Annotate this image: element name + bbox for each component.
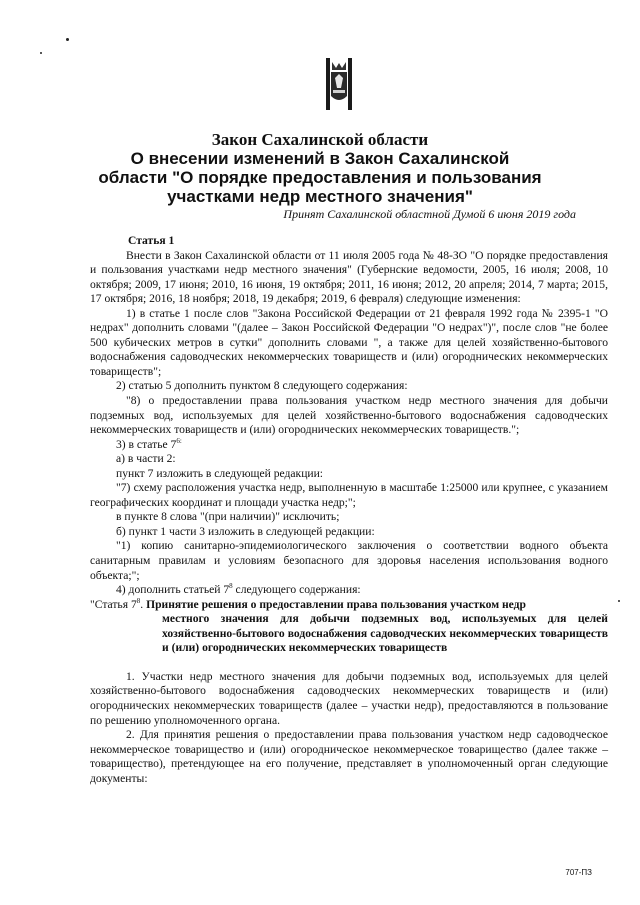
amendment-subitem: в пункте 8 слова "(при наличии)" исключить; [116, 510, 340, 524]
article-paragraph: 1. Участки недр местного значения для добычи подземных вод, используемых для целей хозяйственно-бытового водоснабжения садоводческих некоммерческих товариществ и (или) огороднических некоммерческих товариществ (далее – участки недр), предоставляются в пользование по решению уполномоченного органа. [90, 669, 608, 727]
amendment-subitem: б) пункт 1 части 3 изложить в следующей редакции: [116, 524, 375, 538]
title-line: участками недр местного значения" [167, 187, 473, 206]
scan-speck [66, 38, 69, 41]
footer-code: 707-ПЗ [565, 868, 592, 877]
scan-speck [618, 600, 620, 602]
amendment-item-text: 4) дополнить статьей 7 [116, 583, 230, 597]
title-line: области "О порядке предоставления и пользования [98, 168, 542, 187]
amendment-subitem: а) в части 2: [116, 452, 176, 466]
new-article-label-dot: . [140, 597, 144, 611]
adoption-note: Принят Сахалинской областной Думой 6 июня 2019 года [283, 207, 576, 221]
article-heading: Статья 1 [128, 234, 175, 247]
amendment-item-text: 3) в статье 7 [116, 437, 177, 451]
new-article-heading [90, 598, 608, 656]
new-article-title: местного значения для добычи подземных вод, используемых для целей хозяйственно-бытового водоснабжения садоводческих некоммерческих товариществ и (или) огороднических некоммерческих товариществ [162, 612, 608, 655]
coat-of-arms-icon [326, 58, 352, 110]
quoted-text: "8) о предоставлении права пользования участком недр местного значения для добычи подземных вод, используемых для целей хозяйственно-бытового водоснабжения садоводческих некоммерческих товариществ и (или) огороднических некоммерческих товариществ."; [90, 394, 608, 437]
amendment-subitem: пункт 7 изложить в следующей редакции: [116, 466, 324, 480]
amendment-item: 2) статью 5 дополнить пунктом 8 следующего содержания: [116, 379, 408, 393]
superscript: 8 [136, 596, 141, 605]
document-title [80, 130, 560, 206]
amendment-item: 1) в статье 1 после слов "Закона Российской Федерации от 21 февраля 1992 года № 2395-1 "О недрах" дополнить словами "(далее – Закон Российской Федерации "О недрах")", после слов "не более 500 кубических метров в сутки" дополнить словами ", а также для целей хозяйственно-бытового водоснабжения садоводческих некоммерческих товариществ и (или) огороднических некоммерческих товариществ"; [90, 306, 608, 378]
new-article-label [90, 598, 526, 611]
quoted-text: "1) копию санитарно-эпидемиологического заключения о соответствии водного объекта санитарным правилам и условиям безопасного для здоровья населения использования водного объекта;"; [90, 539, 608, 582]
article-intro: Внести в Закон Сахалинской области от 11 июля 2005 года № 48-ЗО "О порядке предоставления и пользования участками недр местного значения" (Губернские ведомости, 2005, 16 июля; 2008, 10 октября; 2009, 17 июня; 2010, 16 июня, 19 октября; 2011, 16 июня; 2012, 20 апреля; 2014, 7 марта; 2015, 17 октября; 2016, 18 ноября; 2018, 19 декабря; 2019, 6 февраля) следующие изменения: [90, 248, 608, 306]
superscript: 6: [176, 436, 182, 445]
new-article-title-first: Принятие решения о предоставлении права пользования участком недр [146, 597, 526, 611]
scan-speck [40, 52, 42, 54]
amendment-item [90, 583, 608, 598]
new-article-label-text: "Статья 7 [90, 597, 137, 611]
amendment-item-text: следующего содержания: [232, 583, 361, 597]
spacer [90, 656, 608, 670]
title-line: Закон Сахалинской области [211, 130, 429, 149]
article-paragraph: 2. Для принятия решения о предоставлении права пользования участком недр садоводческое некоммерческое товарищество и (или) огородническое некоммерческое товарищество (далее также – товарищество), претендующее на его получение, представляет в уполномоченный орган следующие документы: [90, 728, 608, 785]
title-line: О внесении изменений в Закон Сахалинской [130, 149, 510, 168]
quoted-text: "7) схему расположения участка недр, выполненную в масштабе 1:25000 или крупнее, с указанием географических координат и площади участка недр;"; [90, 481, 608, 509]
superscript: 8 [229, 582, 233, 591]
amendment-item [90, 438, 608, 453]
document-body [90, 234, 608, 786]
